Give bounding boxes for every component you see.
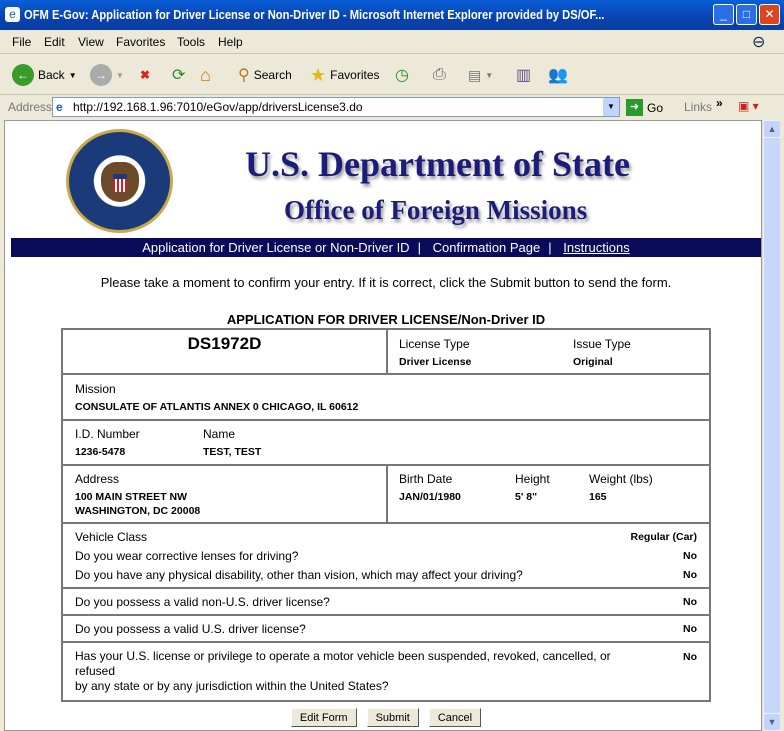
menu-favorites[interactable]: Favorites — [116, 35, 166, 49]
scroll-up-button[interactable]: ▲ — [764, 121, 780, 137]
question-text: Has your U.S. license or privilege to operate a motor vehicle been suspended, revoked, cancelled, or refused — [75, 649, 611, 678]
toolbar — [0, 55, 784, 95]
printer-icon: ⎙ — [433, 66, 446, 83]
answer-value: No — [683, 651, 697, 663]
question-text: Do you wear corrective lenses for driving? — [75, 549, 299, 563]
links-button[interactable]: Links — [684, 100, 713, 114]
print-button[interactable] — [433, 63, 446, 87]
page-icon: e — [56, 100, 63, 114]
form-row-mission — [63, 375, 709, 421]
close-button[interactable]: ✕ — [759, 4, 780, 25]
height-value: 5' 8" — [515, 491, 538, 503]
form-row-question — [63, 616, 709, 643]
form-row-question — [63, 589, 709, 616]
menu-bar — [0, 30, 784, 54]
mission-label: Mission — [75, 382, 116, 396]
form-row-id — [63, 421, 709, 466]
research-icon: ▥ — [516, 67, 532, 84]
menu-help[interactable]: Help — [218, 35, 243, 49]
address-label: Address — [75, 472, 120, 486]
history-icon: ◷ — [395, 67, 409, 84]
stop-icon: ✖ — [140, 68, 151, 82]
favorites-button[interactable]: ★ Favorites — [310, 64, 380, 85]
messenger-icon: 👥 — [548, 67, 568, 84]
shield-icon — [113, 174, 127, 192]
vehicle-class-value: Regular (Car) — [630, 531, 697, 543]
edit-form-button[interactable]: Edit Form — [291, 708, 357, 727]
name-label: Name — [203, 427, 236, 441]
edit-page-icon: ▤ — [468, 66, 482, 83]
pdf-icon[interactable]: ▣ ▾ — [738, 99, 759, 113]
messenger-button[interactable] — [548, 63, 568, 87]
page-content — [4, 120, 762, 731]
question-text-cont: by any state or by any jurisdiction within the United States? — [75, 679, 389, 693]
chevron-right-icon[interactable]: » — [716, 96, 723, 110]
license-type-value: Driver License — [399, 356, 472, 368]
forward-button[interactable]: → ▼ — [90, 63, 124, 87]
answer-value: No — [683, 596, 697, 608]
form-title: APPLICATION FOR DRIVER LICENSE/Non-Driver ID — [226, 312, 546, 327]
department-of-state-seal — [66, 129, 173, 233]
menu-file[interactable]: File — [12, 35, 32, 49]
form-row-question — [63, 643, 709, 700]
issue-type-value: Original — [573, 356, 613, 368]
back-button[interactable]: ← Back ▼ — [12, 63, 77, 87]
back-arrow-icon: ← — [12, 64, 34, 86]
minimize-button[interactable]: _ — [713, 4, 734, 25]
refresh-icon: ⟳ — [172, 67, 186, 84]
stop-button[interactable] — [140, 63, 150, 87]
scrollbar-thumb[interactable] — [764, 138, 780, 713]
windows-logo-icon: ⊖ — [752, 34, 766, 51]
address-line2: WASHINGTON, DC 20008 — [75, 505, 201, 517]
maximize-button[interactable]: □ — [736, 4, 757, 25]
page-subtitle: Office of Foreign Missions — [284, 195, 588, 225]
search-button[interactable]: ⚲ Search — [238, 67, 292, 84]
address-label: Address — [8, 100, 53, 114]
refresh-button[interactable] — [172, 63, 185, 87]
home-button[interactable] — [200, 63, 211, 87]
answer-value: No — [683, 550, 697, 562]
star-icon: ★ — [310, 64, 327, 85]
window-title-bar — [0, 0, 784, 30]
birth-date-label: Birth Date — [399, 472, 453, 486]
menu-edit[interactable]: Edit — [44, 35, 65, 49]
forward-arrow-icon: → — [90, 64, 112, 86]
application-summary — [61, 328, 711, 702]
id-label: I.D. Number — [75, 427, 140, 441]
nav-application[interactable]: Application for Driver License or Non-Driver ID — [142, 240, 410, 255]
question-text: Do you possess a valid non-U.S. driver license? — [75, 595, 330, 609]
nav-confirmation[interactable]: Confirmation Page — [432, 240, 541, 255]
answer-value: No — [683, 569, 697, 581]
go-arrow-icon: ➜ — [626, 99, 643, 116]
form-row-header — [63, 330, 709, 375]
vehicle-class-label: Vehicle Class — [75, 530, 148, 544]
nav-instructions-link[interactable]: Instructions — [563, 240, 630, 255]
instructions-text: Please take a moment to confirm your entry. If it is correct, click the Submit button to send the form. — [100, 275, 672, 290]
nav-bar: Application for Driver License or Non-Driver ID | Confirmation Page | Instructions — [11, 238, 761, 257]
form-row-address — [63, 466, 709, 524]
vertical-scrollbar[interactable] — [762, 120, 780, 731]
question-text: Do you possess a valid U.S. driver license? — [75, 622, 306, 636]
question-text: Do you have any physical disability, other than vision, which may affect your driving? — [75, 568, 523, 582]
weight-value: 165 — [589, 491, 607, 503]
edit-button[interactable]: ▤ ▼ — [468, 66, 494, 83]
research-button[interactable] — [516, 63, 531, 87]
height-label: Height — [515, 472, 550, 486]
form-buttons — [5, 708, 767, 727]
menu-view[interactable]: View — [78, 35, 104, 49]
window-title: OFM E-Gov: Application for Driver License or Non-Driver ID - Microsoft Internet Explorer provided by DS/OF... — [24, 7, 605, 22]
home-icon: ⌂ — [200, 64, 211, 85]
address-dropdown[interactable]: ▼ — [603, 98, 619, 116]
form-row-vehicle — [63, 524, 709, 589]
cancel-button[interactable]: Cancel — [429, 708, 481, 727]
birth-date-value: JAN/01/1980 — [399, 491, 461, 503]
address-line1: 100 MAIN STREET NW — [75, 491, 188, 503]
menu-tools[interactable]: Tools — [177, 35, 206, 49]
page-title: U.S. Department of State — [245, 144, 630, 184]
history-button[interactable] — [395, 63, 409, 87]
name-value: TEST, TEST — [203, 446, 262, 458]
license-type-label: License Type — [399, 337, 470, 351]
mission-value: CONSULATE OF ATLANTIS ANNEX 0 CHICAGO, IL 60612 — [75, 401, 359, 413]
go-button[interactable]: ➜ Go — [626, 99, 663, 116]
answer-value: No — [683, 623, 697, 635]
form-number: DS1972D — [187, 334, 262, 353]
scroll-down-button[interactable]: ▼ — [764, 714, 780, 730]
address-bar — [0, 96, 784, 120]
issue-type-label: Issue Type — [573, 337, 631, 351]
search-icon: ⚲ — [238, 67, 250, 84]
ie-icon: e — [5, 7, 20, 22]
address-input[interactable]: e http://192.168.1.96:7010/eGov/app/driversLicense3.do ▼ — [52, 97, 620, 117]
id-value: 1236-5478 — [75, 446, 126, 458]
weight-label: Weight (lbs) — [589, 472, 653, 486]
submit-button[interactable]: Submit — [367, 708, 419, 727]
